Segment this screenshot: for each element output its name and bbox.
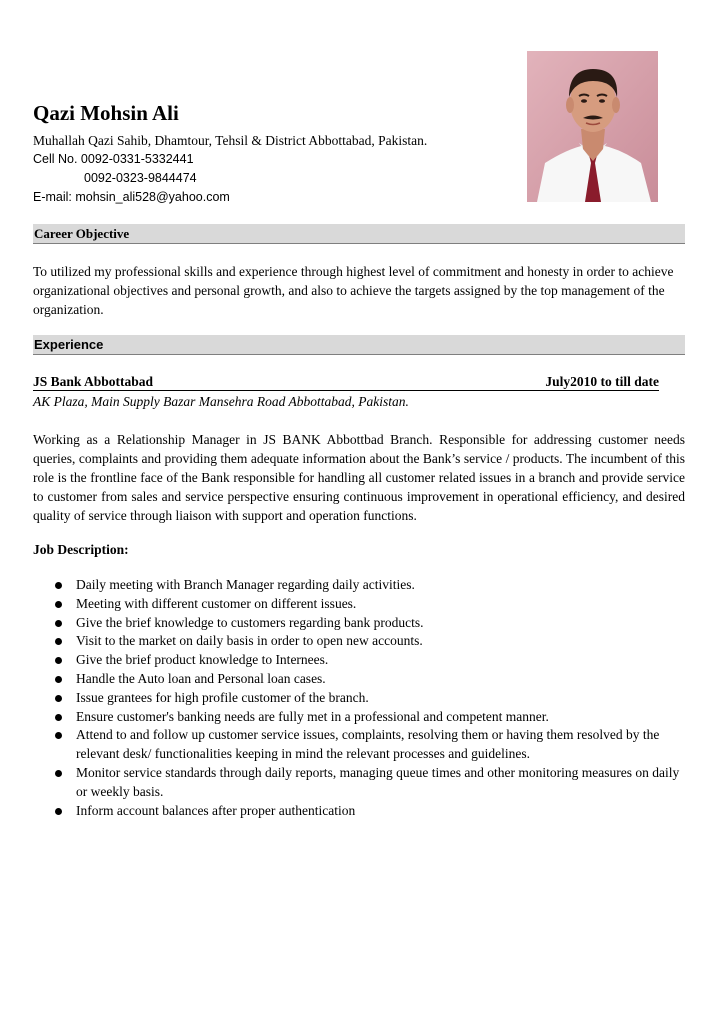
cell-number-secondary: 0092-0323-9844474	[84, 171, 197, 185]
list-item	[50, 708, 685, 727]
bullet-icon	[55, 808, 62, 815]
list-item	[50, 651, 685, 670]
duty-text: Issue grantees for high profile customer of the branch.	[76, 689, 369, 705]
candidate-name: Qazi Mohsin Ali	[33, 101, 179, 125]
list-item	[50, 614, 685, 633]
address-line: Muhallah Qazi Sahib, Dhamtour, Tehsil & District Abbottabad, Pakistan.	[33, 133, 428, 148]
email-line: E-mail: mohsin_ali528@yahoo.com	[33, 190, 230, 204]
career-objective-text: To utilized my professional skills and experience through highest level of commitment and honesty in order to achieve organizational objectives and personal growth, and also to achieve the targets assigned by the top management of the organization.	[33, 264, 674, 317]
employer-name: JS Bank Abbottabad	[33, 374, 154, 389]
duty-text: Visit to the market on daily basis in order to open new accounts.	[76, 633, 423, 649]
duties-list	[50, 576, 685, 820]
employer-location: AK Plaza, Main Supply Bazar Mansehra Road Abbottabad, Pakistan.	[33, 394, 409, 409]
employment-period: July2010 to till date	[545, 374, 659, 389]
job-heading	[33, 374, 659, 391]
list-item	[50, 689, 685, 708]
cell-number-primary: Cell No. 0092-0331-5332441	[33, 152, 194, 166]
bullet-icon	[55, 732, 62, 739]
profile-photo-illustration	[527, 51, 658, 202]
duty-text: Handle the Auto loan and Personal loan cases.	[76, 670, 326, 686]
job-description-title: Job Description:	[33, 542, 129, 557]
duty-text: Meeting with different customer on different issues.	[76, 595, 357, 611]
experience-header	[33, 335, 685, 355]
list-item	[50, 670, 685, 689]
list-item	[50, 726, 685, 764]
duty-text: Give the brief knowledge to customers regarding bank products.	[76, 614, 424, 630]
bullet-icon	[55, 695, 62, 702]
list-item	[50, 632, 685, 651]
career-objective-title: Career Objective	[34, 226, 130, 241]
bullet-icon	[55, 770, 62, 777]
duty-text: Attend to and follow up customer service issues, complaints, resolving them or having them resolved by the relevant desk/ functionalities keeping in mind the relevant processes and guidelines.	[76, 727, 660, 762]
duty-text: Monitor service standards through daily reports, managing queue times and other monitoring measures on daily or weekly basis.	[76, 764, 680, 799]
bullet-icon	[55, 714, 62, 721]
duty-text: Daily meeting with Branch Manager regarding daily activities.	[76, 577, 415, 592]
experience-summary: Working as a Relationship Manager in JS BANK Abbottbad Branch. Responsible for addressing customer needs queries, complaints and providing them adequate information about the Bank’s service / products. The incumbent of this role is the frontline face of the Bank responsible for handling all customer related issues in a branch and provide service to customer from sales and service perspective ensuring continuous improvement in operational efficiency, and desired quality of service through liaison with support and operation functions.	[33, 432, 685, 523]
bullet-icon	[55, 676, 62, 683]
bullet-icon	[55, 601, 62, 608]
career-objective-header	[33, 224, 685, 244]
list-item	[50, 595, 685, 614]
list-item	[50, 576, 685, 595]
bullet-icon	[55, 582, 62, 589]
experience-title: Experience	[34, 337, 104, 352]
bullet-icon	[55, 620, 62, 627]
duty-text: Inform account balances after proper authentication	[76, 802, 356, 818]
profile-photo	[527, 51, 658, 202]
bullet-icon	[55, 638, 62, 645]
list-item	[50, 764, 685, 802]
list-item	[50, 802, 685, 821]
duty-text: Ensure customer's banking needs are fully met in a professional and competent manner.	[76, 708, 549, 724]
duty-text: Give the brief product knowledge to Internees.	[76, 652, 329, 668]
bullet-icon	[55, 657, 62, 664]
